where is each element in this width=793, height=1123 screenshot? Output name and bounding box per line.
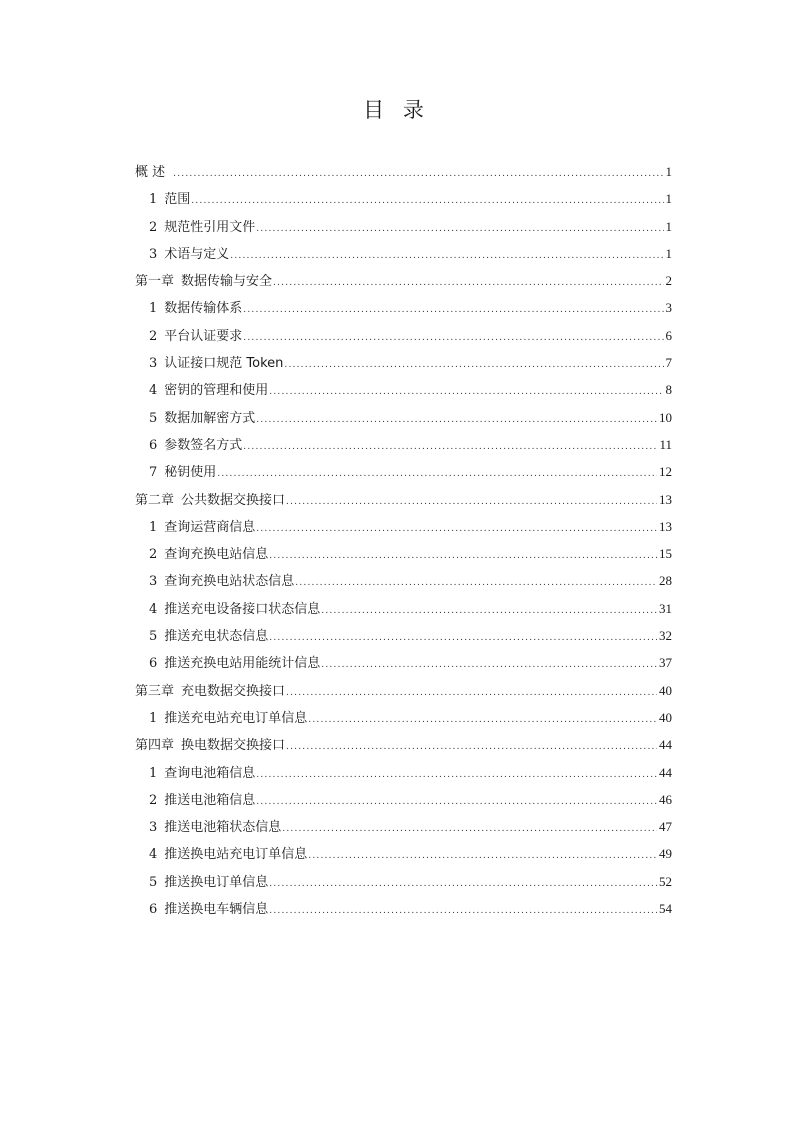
toc-entry-text [149, 623, 268, 650]
dot-leader [269, 625, 657, 652]
dot-leader [269, 898, 657, 925]
toc-section-number: 3 [149, 246, 158, 262]
toc-page-number: 32 [659, 628, 672, 644]
toc-section-entry[interactable] [135, 786, 672, 813]
dot-leader [230, 243, 663, 270]
dot-leader [269, 543, 657, 570]
toc-page-number: 1 [665, 218, 672, 234]
dot-leader [321, 652, 657, 679]
dot-leader [243, 297, 663, 324]
toc-entry-text [135, 732, 285, 759]
toc-section-number: 1 [149, 192, 158, 208]
toc-entry-text [149, 350, 283, 377]
table-of-contents [135, 158, 672, 922]
toc-page-number: 8 [665, 382, 672, 398]
toc-entry-title: 公共数据交换接口 [181, 492, 286, 508]
dot-leader [256, 789, 657, 816]
toc-entry-text [135, 678, 285, 705]
toc-section-number: 3 [149, 356, 158, 372]
dot-leader [243, 325, 663, 352]
toc-entry-title: 规范性引用文件 [164, 219, 256, 235]
toc-entry-title: 推送电池箱状态信息 [164, 820, 282, 836]
toc-section-entry[interactable] [135, 704, 672, 731]
toc-entry-text [149, 869, 268, 896]
toc-page-number: 44 [659, 737, 672, 753]
toc-page-number: 54 [659, 901, 672, 917]
toc-section-entry[interactable] [135, 649, 672, 676]
dot-leader [286, 489, 657, 516]
toc-section-entry[interactable] [135, 540, 672, 567]
toc-entry-text [149, 841, 307, 868]
toc-section-number: 3 [149, 574, 158, 590]
toc-section-number: 5 [149, 410, 158, 426]
toc-page-number: 31 [659, 600, 672, 616]
toc-section-entry[interactable] [135, 404, 672, 431]
toc-entry-text [149, 186, 190, 213]
dot-leader [191, 188, 663, 215]
toc-page-number: 1 [665, 164, 672, 179]
toc-entry-text [135, 487, 285, 514]
toc-entry-text [149, 241, 229, 268]
dot-leader [284, 352, 663, 379]
dot-leader [321, 598, 657, 625]
toc-entry-text [149, 432, 242, 459]
toc-entry-text [149, 295, 242, 322]
toc-page-number: 47 [659, 819, 672, 835]
toc-page-number: 1 [665, 191, 672, 207]
toc-chapter-entry[interactable] [135, 486, 672, 513]
toc-section-number: 6 [149, 902, 158, 918]
toc-entry-text [149, 459, 216, 486]
toc-entry-text [149, 814, 281, 841]
toc-section-number: 7 [149, 465, 158, 481]
dot-leader [286, 680, 657, 707]
toc-entry-text [149, 541, 268, 568]
toc-page-number: 49 [659, 846, 672, 862]
toc-entry-text [149, 650, 320, 677]
toc-page-number: 40 [659, 709, 672, 725]
toc-page-number: 7 [665, 355, 672, 371]
toc-page-number: 52 [659, 873, 672, 889]
toc-section-number: 5 [149, 874, 158, 890]
toc-page-number: 15 [659, 546, 672, 562]
toc-entry-title: 推送换电车辆信息 [164, 902, 269, 918]
dot-leader [256, 407, 657, 434]
toc-entry-title: 认证接口规范 Token [164, 356, 284, 372]
toc-entry-title: 数据传输与安全 [181, 274, 273, 290]
toc-page-number: 1 [665, 245, 672, 261]
toc-entry-title: 推送换电站充电订单信息 [164, 847, 308, 863]
toc-page-number: 13 [659, 491, 672, 507]
toc-entry-title: 查询电池箱信息 [164, 765, 256, 781]
toc-entry-title: 平台认证要求 [164, 328, 243, 344]
toc-chapter-entry[interactable] [135, 158, 672, 185]
dot-leader [286, 734, 657, 761]
toc-entry-title: 范围 [164, 192, 191, 208]
toc-entry-title: 密钥的管理和使用 [164, 383, 269, 399]
dot-leader [269, 871, 657, 898]
toc-chapter-entry[interactable] [135, 677, 672, 704]
toc-chapter-label: 概 述 [135, 165, 166, 180]
dot-leader [295, 570, 657, 597]
toc-page-number: 28 [659, 573, 672, 589]
toc-page-number: 40 [659, 682, 672, 698]
dot-leader [308, 843, 657, 870]
toc-page-number: 10 [659, 409, 672, 425]
toc-section-entry[interactable] [135, 294, 672, 321]
toc-section-entry[interactable] [135, 376, 672, 403]
toc-entry-title: 推送换电订单信息 [164, 874, 269, 890]
toc-section-entry[interactable] [135, 349, 672, 376]
toc-page-number: 44 [659, 764, 672, 780]
toc-section-entry[interactable] [135, 813, 672, 840]
dot-leader [243, 434, 657, 461]
toc-section-entry[interactable] [135, 759, 672, 786]
toc-entry-title: 参数签名方式 [164, 437, 243, 453]
toc-page-number: 2 [665, 273, 672, 289]
dot-leader [256, 216, 663, 243]
toc-entry-title: 推送电池箱信息 [164, 792, 256, 808]
toc-section-number: 6 [149, 656, 158, 672]
toc-entry-text [135, 159, 172, 186]
toc-page-number: 6 [665, 327, 672, 343]
toc-section-number: 2 [149, 328, 158, 344]
toc-section-entry[interactable] [135, 840, 672, 867]
toc-chapter-label: 第四章 [135, 738, 175, 754]
toc-chapter-entry[interactable] [135, 267, 672, 294]
toc-page-number: 11 [659, 436, 672, 452]
toc-entry-text [149, 896, 268, 923]
toc-section-entry[interactable] [135, 622, 672, 649]
toc-section-entry[interactable] [135, 895, 672, 922]
dot-leader [273, 270, 663, 297]
toc-entry-text [149, 323, 242, 350]
toc-chapter-label: 第三章 [135, 683, 175, 699]
toc-entry-title: 秘钥使用 [164, 465, 217, 481]
toc-entry-title: 查询运营商信息 [164, 519, 256, 535]
toc-section-entry[interactable] [135, 240, 672, 267]
page-title: 目 录 [363, 98, 430, 122]
toc-entry-text [135, 268, 272, 295]
toc-section-number: 3 [149, 820, 158, 836]
toc-section-number: 6 [149, 437, 158, 453]
dot-leader [269, 379, 663, 406]
toc-section-number: 1 [149, 765, 158, 781]
toc-entry-text [149, 568, 294, 595]
toc-section-number: 5 [149, 629, 158, 645]
dot-leader [282, 816, 657, 843]
dot-leader [173, 161, 663, 188]
toc-section-entry[interactable] [135, 567, 672, 594]
toc-section-entry[interactable] [135, 868, 672, 895]
toc-chapter-label: 第一章 [135, 274, 175, 290]
toc-section-entry[interactable] [135, 458, 672, 485]
toc-entry-title: 查询充换电站状态信息 [164, 574, 295, 590]
toc-section-entry[interactable] [135, 213, 672, 240]
toc-section-number: 2 [149, 219, 158, 235]
toc-entry-text [149, 405, 255, 432]
toc-section-entry[interactable] [135, 185, 672, 212]
toc-section-entry[interactable] [135, 595, 672, 622]
toc-page-number: 13 [659, 518, 672, 534]
toc-section-entry[interactable] [135, 431, 672, 458]
toc-chapter-label: 第二章 [135, 492, 175, 508]
toc-section-number: 4 [149, 847, 158, 863]
toc-entry-title: 数据加解密方式 [164, 410, 256, 426]
toc-entry-title: 术语与定义 [164, 246, 230, 262]
toc-entry-title: 数据传输体系 [164, 301, 243, 317]
toc-entry-title: 推送充电站充电订单信息 [164, 710, 308, 726]
toc-entry-title: 推送充电状态信息 [164, 629, 269, 645]
toc-section-entry[interactable] [135, 513, 672, 540]
dot-leader [256, 516, 657, 543]
toc-entry-text [149, 377, 268, 404]
toc-entry-text [149, 787, 255, 814]
toc-entry-text [149, 214, 255, 241]
toc-page-number: 3 [665, 300, 672, 316]
toc-entry-title: 推送充换电站用能统计信息 [164, 656, 321, 672]
toc-entry-title: 换电数据交换接口 [181, 738, 286, 754]
toc-entry-title: 充电数据交换接口 [181, 683, 286, 699]
dot-leader [308, 707, 657, 734]
toc-section-number: 4 [149, 601, 158, 617]
dot-leader [217, 461, 657, 488]
toc-page-number: 12 [659, 464, 672, 480]
toc-section-number: 2 [149, 792, 158, 808]
toc-entry-title: 查询充换电站信息 [164, 547, 269, 563]
toc-entry-title: 推送充电设备接口状态信息 [164, 601, 321, 617]
toc-page-number: 37 [659, 655, 672, 671]
toc-entry-text [149, 514, 255, 541]
toc-entry-text [149, 596, 320, 623]
dot-leader [256, 762, 657, 789]
toc-section-number: 4 [149, 383, 158, 399]
toc-page-number: 46 [659, 791, 672, 807]
toc-section-number: 2 [149, 547, 158, 563]
toc-chapter-entry[interactable] [135, 731, 672, 758]
toc-section-number: 1 [149, 301, 158, 317]
toc-section-number: 1 [149, 519, 158, 535]
toc-entry-text [149, 760, 255, 787]
toc-section-entry[interactable] [135, 322, 672, 349]
toc-entry-text [149, 705, 307, 732]
toc-section-number: 1 [149, 710, 158, 726]
